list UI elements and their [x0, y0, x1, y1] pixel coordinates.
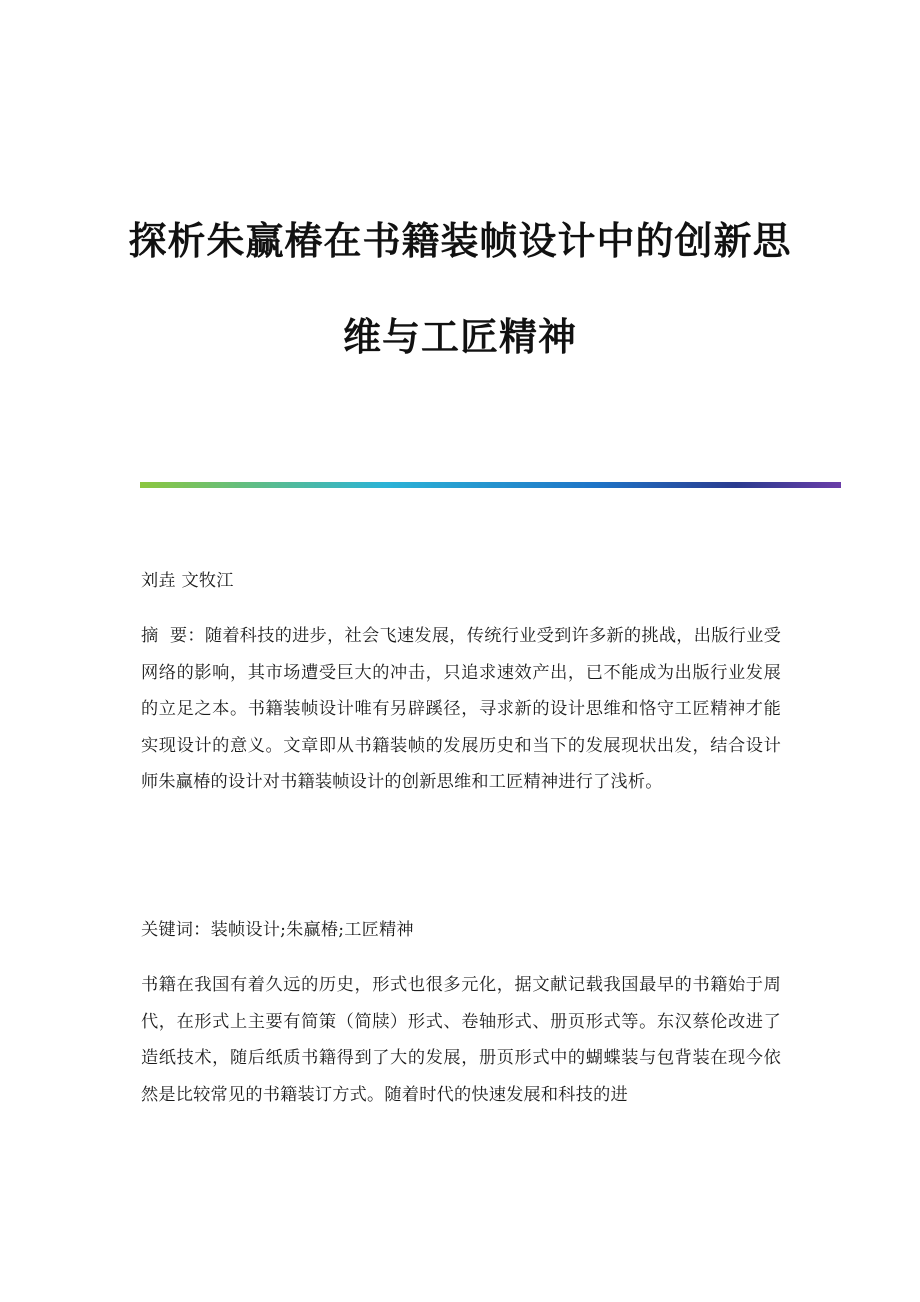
- abstract-text: 随着科技的进步，社会飞速发展，传统行业受到许多新的挑战，出版行业受网络的影响，其市场遭受巨大的冲击，只追求速效产出，已不能成为出版行业发展的立足之本。书籍装帧设计唯有另辟蹊径，寻求新的设计思维和恪守工匠精神才能实现设计的意义。文章即从书籍装帧的发展历史和当下的发展现状出发，结合设计师朱赢椿的设计对书籍装帧设计的创新思维和工匠精神进行了浅析。: [141, 626, 781, 792]
- keywords: [141, 912, 781, 949]
- keywords-label: 关键词：: [141, 920, 211, 940]
- abstract-label: 摘 要：: [141, 626, 205, 646]
- keywords-text: 装帧设计;朱赢椿;工匠精神: [210, 920, 414, 940]
- page-title-line-1: 探析朱赢椿在书籍装帧设计中的创新思: [128, 219, 792, 263]
- abstract: [141, 618, 781, 801]
- page-title-line-2: 维与工匠精神: [342, 315, 577, 359]
- gradient-divider: [140, 482, 841, 488]
- author-line: 刘垚 文牧江: [141, 571, 234, 591]
- body-paragraph: 书籍在我国有着久远的历史，形式也很多元化，据文献记载我国最早的书籍始于周代，在形式上主要有简策（简牍）形式、卷轴形式、册页形式等。东汉蔡伦改进了造纸技术，随后纸质书籍得到了大的发展，册页形式中的蝴蝶装与包背装在现今依然是比较常见的书籍装订方式。随着时代的快速发展和科技的进: [141, 975, 781, 1105]
